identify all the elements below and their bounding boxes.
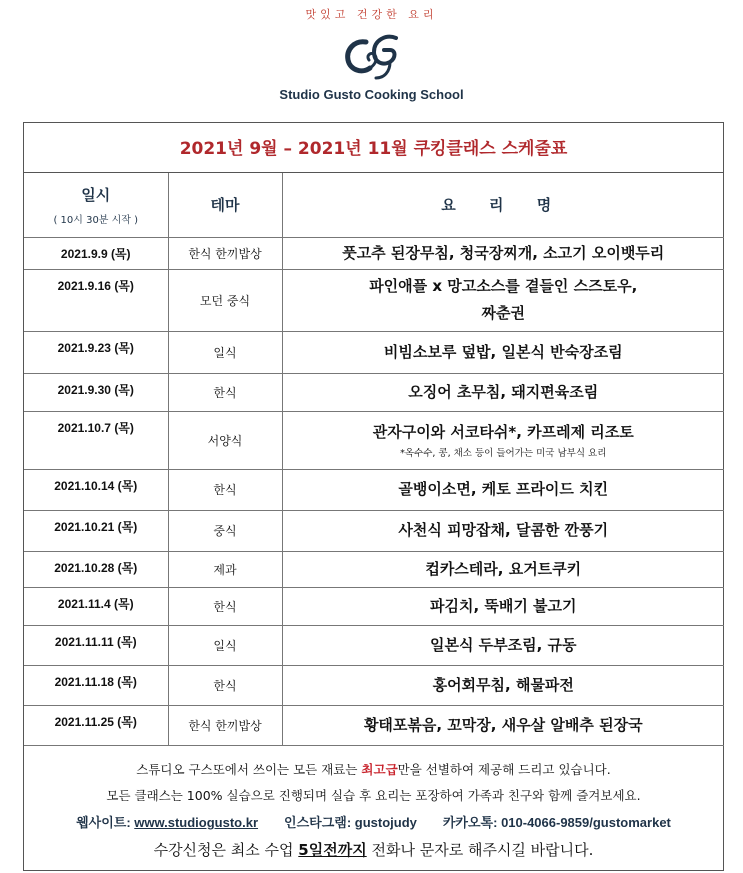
- contact-line: [24, 812, 723, 831]
- schedule-table: [24, 173, 724, 746]
- table-row: [24, 587, 724, 625]
- row-date: 2021.10.7 (목): [24, 411, 168, 469]
- row-date: 2021.9.30 (목): [24, 373, 168, 411]
- registration-note: [24, 839, 723, 860]
- website-link[interactable]: www.studiogusto.kr: [134, 815, 259, 830]
- row-menu: 파김치, 뚝배기 불고기: [282, 587, 724, 625]
- table-row: [24, 269, 724, 331]
- row-menu-line: 관자구이와 서코타쉬*, 카프레제 리조토: [372, 422, 634, 441]
- row-date: 2021.9.16 (목): [24, 269, 168, 331]
- row-theme: 한식 한끼밥상: [168, 705, 282, 745]
- practice-note: 모든 클래스는 100% 실습으로 진행되며 실습 후 요리는 포장하여 가족과 친구와 함께 즐겨보세요.: [106, 788, 641, 803]
- row-date: 2021.9.23 (목): [24, 331, 168, 373]
- deadline-emphasis: 5일전까지: [298, 841, 367, 859]
- row-date: 2021.11.18 (목): [24, 665, 168, 705]
- row-date: 2021.11.4 (목): [24, 587, 168, 625]
- row-theme: 한식: [168, 373, 282, 411]
- row-theme: 한식 한끼밥상: [168, 237, 282, 269]
- row-theme: 일식: [168, 625, 282, 665]
- table-row: [24, 331, 724, 373]
- row-date: 2021.10.21 (목): [24, 510, 168, 551]
- schedule-title: 2021년 9월 – 2021년 11월 쿠킹클래스 스케줄표: [24, 123, 723, 173]
- row-menu: 일본식 두부조림, 규동: [282, 625, 724, 665]
- table-row: [24, 237, 724, 269]
- row-menu: 풋고추 된장무침, 청국장찌개, 소고기 오이뱃두리: [282, 237, 724, 269]
- row-menu: [282, 269, 724, 331]
- row-date: 2021.10.28 (목): [24, 551, 168, 587]
- table-row: [24, 411, 724, 469]
- row-theme: 한식: [168, 665, 282, 705]
- table-row: [24, 510, 724, 551]
- table-row: [24, 469, 724, 510]
- row-date: 2021.10.14 (목): [24, 469, 168, 510]
- row-menu: 홍어회무침, 해물파전: [282, 665, 724, 705]
- row-menu: 골뱅이소면, 케토 프라이드 치킨: [282, 469, 724, 510]
- table-row: [24, 373, 724, 411]
- highlight-premium: 최고급: [361, 762, 398, 777]
- row-theme: 서양식: [168, 411, 282, 469]
- footnote: *옥수수, 콩, 채소 등이 들어가는 미국 남부식 요리: [400, 447, 607, 459]
- row-menu: 사천식 피망잡채, 달콤한 깐풍기: [282, 510, 724, 551]
- kakao-label: 카카오톡:: [442, 815, 502, 830]
- row-menu-line: 짜춘권: [481, 304, 525, 322]
- ingredients-note-text-end: 만을 선별하여 제공해 드리고 있습니다.: [397, 762, 611, 777]
- table-row: [24, 665, 724, 705]
- row-theme: 모던 중식: [168, 269, 282, 331]
- row-theme: 제과: [168, 551, 282, 587]
- sg-monogram-icon: [336, 28, 408, 82]
- column-header-date: [24, 173, 168, 237]
- row-theme: 한식: [168, 469, 282, 510]
- row-theme: 일식: [168, 331, 282, 373]
- ingredients-note-text: 스튜디오 구스또에서 쓰이는 모든 재료는: [136, 762, 362, 777]
- row-menu-line: 파인애플 x 망고소스를 곁들인 스즈토우,: [369, 277, 638, 295]
- row-date: 2021.11.11 (목): [24, 625, 168, 665]
- row-theme: 한식: [168, 587, 282, 625]
- school-name: Studio Gusto Cooking School: [279, 87, 464, 102]
- date-header-label: 일시: [81, 185, 111, 204]
- column-header-menu: 요 리 명: [282, 173, 724, 237]
- table-row: [24, 625, 724, 665]
- row-menu: [282, 411, 724, 469]
- row-date: 2021.9.9 (목): [24, 237, 168, 269]
- registration-note-text: 수강신청은 최소 수업: [153, 841, 299, 859]
- column-header-theme: 테마: [168, 173, 282, 237]
- instagram-label: 인스타그램:: [284, 815, 355, 830]
- start-time-note: ( 10시 30분 시작 ): [53, 214, 139, 226]
- table-row: [24, 551, 724, 587]
- tagline: 맛있고 건강한 요리: [305, 8, 438, 21]
- website-label: 웹사이트:: [76, 815, 135, 830]
- table-header-row: [24, 173, 724, 237]
- row-menu: 오징어 초무침, 돼지편육조림: [282, 373, 724, 411]
- table-row: [24, 705, 724, 745]
- ingredients-note: [24, 760, 723, 778]
- row-menu: 황태포볶음, 꼬막장, 새우살 알배추 된장국: [282, 705, 724, 745]
- row-date: 2021.11.25 (목): [24, 705, 168, 745]
- footer-notes: [24, 746, 723, 860]
- row-menu: 비빔소보루 덮밥, 일본식 반숙장조림: [282, 331, 724, 373]
- instagram-handle[interactable]: gustojudy: [354, 815, 417, 830]
- registration-note-text-end: 전화나 문자로 해주시길 바랍니다.: [366, 841, 594, 859]
- schedule-sheet: [23, 122, 724, 871]
- kakao-contact[interactable]: 010-4066-9859/gustomarket: [501, 815, 671, 830]
- row-theme: 중식: [168, 510, 282, 551]
- row-menu: 컵카스테라, 요거트쿠키: [282, 551, 724, 587]
